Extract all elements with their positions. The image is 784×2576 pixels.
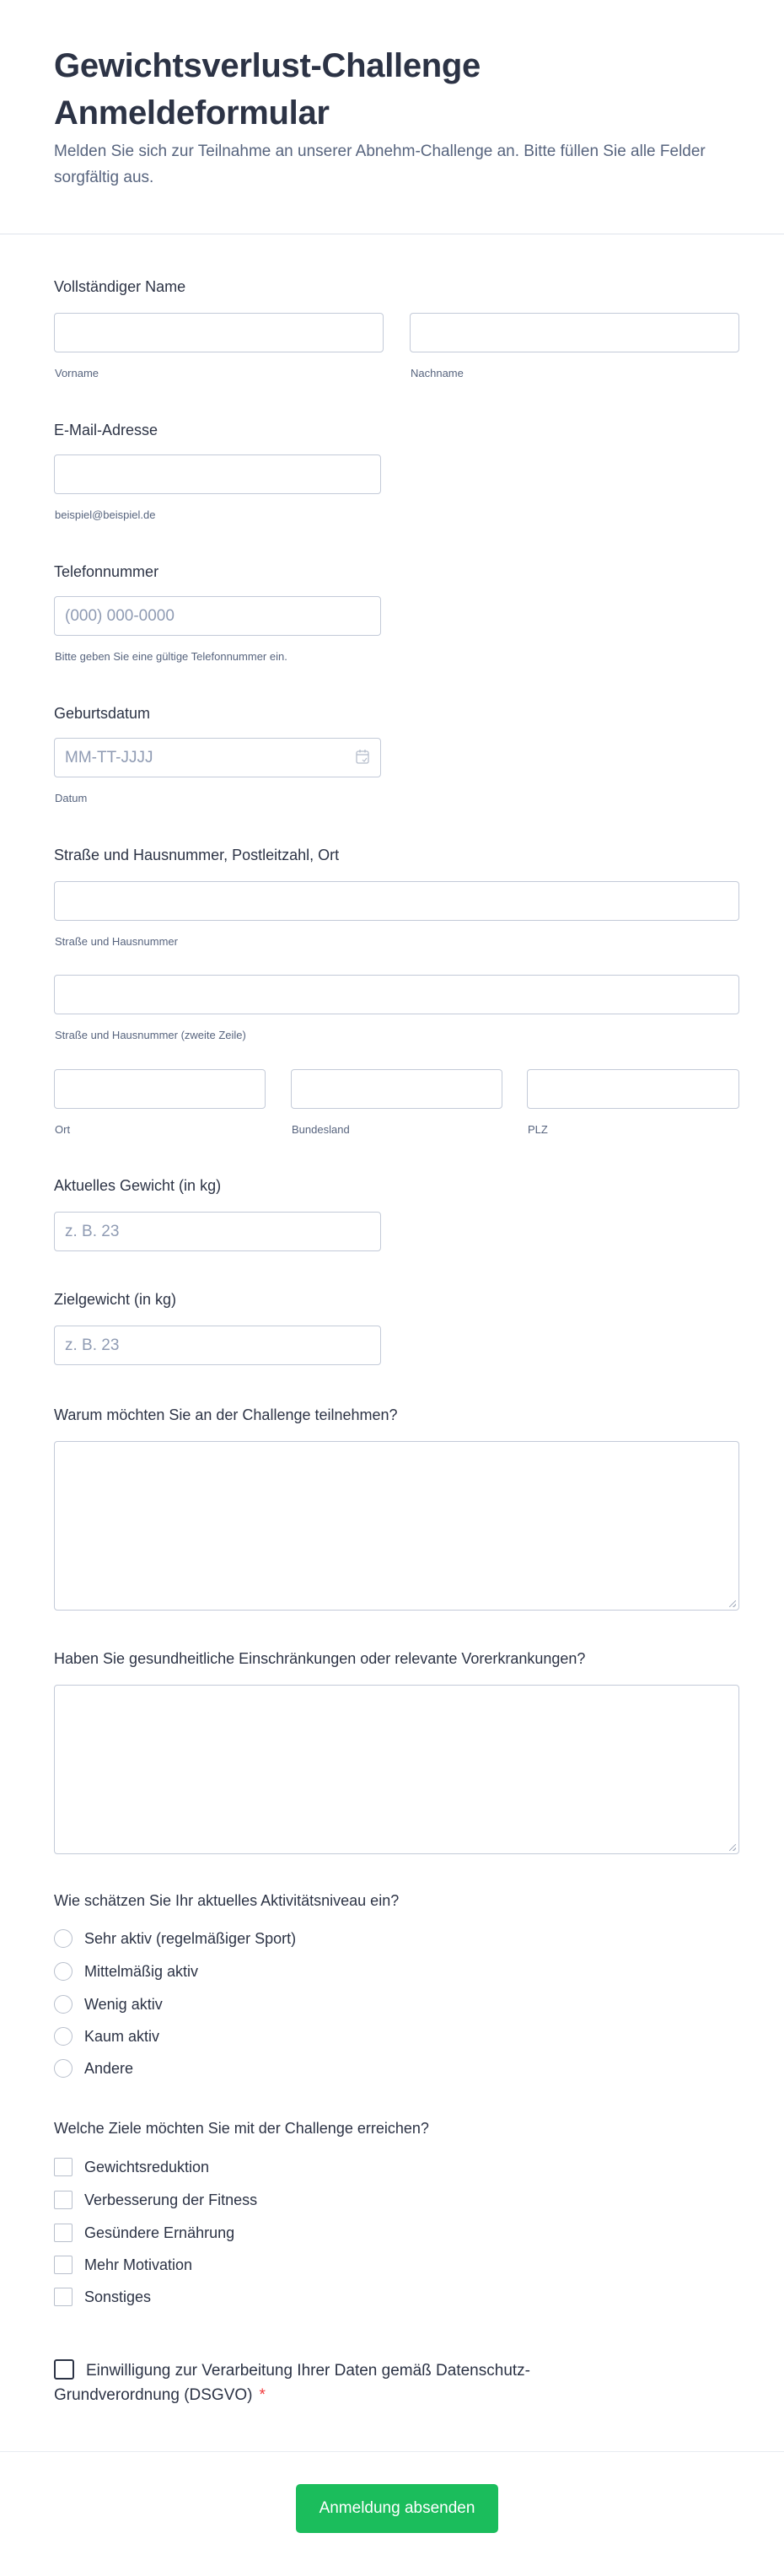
birthdate-label: Geburtsdatum [54, 705, 151, 722]
street-input[interactable] [54, 881, 739, 921]
birthdate-input[interactable] [54, 738, 381, 777]
target-weight-input[interactable] [54, 1326, 381, 1365]
state-sublabel: Bundesland [292, 1123, 350, 1136]
email-input[interactable] [54, 454, 381, 494]
radio-button[interactable] [54, 2027, 72, 2046]
option-label: Mehr Motivation [84, 2256, 193, 2273]
reason-textarea[interactable] [54, 1441, 739, 1611]
address-label: Straße und Hausnummer, Postleitzahl, Ort [54, 847, 340, 863]
phone-label: Telefonnummer [54, 563, 159, 580]
goal-option[interactable] [54, 2157, 209, 2177]
option-label: Andere [84, 2059, 134, 2077]
resize-handle-icon[interactable] [729, 1600, 736, 1607]
health-textarea[interactable] [54, 1685, 739, 1854]
health-label: Haben Sie gesundheitliche Einschränkungen oder relevante Vorerkrankungen? [54, 1650, 586, 1667]
consent-label: Einwilligung zur Verarbeitung Ihrer Daten gemäß Datenschutz-Grundverordnung (DSGVO) [54, 2362, 530, 2404]
birthdate-sublabel: Datum [55, 792, 88, 804]
target-weight-label: Zielgewicht (in kg) [54, 1291, 177, 1308]
radio-button[interactable] [54, 1995, 72, 2014]
street2-input[interactable] [54, 975, 739, 1014]
checkbox[interactable] [54, 2256, 72, 2274]
option-label: Sehr aktiv (regelmäßiger Sport) [84, 1929, 297, 1947]
reason-label: Warum möchten Sie an der Challenge teilnehmen? [54, 1406, 398, 1423]
form-title: Gewichtsverlust-Challenge Anmeldeformular [54, 47, 481, 132]
goals-label: Welche Ziele möchten Sie mit der Challenge erreichen? [54, 2120, 429, 2137]
option-label: Wenig aktiv [84, 1995, 163, 2013]
consent-checkbox[interactable] [54, 2359, 74, 2380]
zip-sublabel: PLZ [528, 1123, 548, 1136]
name-label: Vollständiger Name [54, 278, 186, 295]
street-sublabel: Straße und Hausnummer [55, 935, 178, 948]
last-name-sublabel: Nachname [411, 367, 464, 379]
goal-option[interactable] [54, 2287, 151, 2307]
city-input[interactable] [54, 1069, 266, 1109]
email-label: E-Mail-Adresse [54, 422, 158, 438]
city-sublabel: Ort [55, 1123, 71, 1136]
goal-option[interactable] [54, 2190, 257, 2210]
state-input[interactable] [291, 1069, 502, 1109]
first-name-input[interactable] [54, 313, 384, 352]
option-label: Verbesserung der Fitness [84, 2191, 258, 2208]
current-weight-label: Aktuelles Gewicht (in kg) [54, 1177, 222, 1194]
street2-sublabel: Straße und Hausnummer (zweite Zeile) [55, 1029, 246, 1041]
birthdate-field[interactable] [54, 738, 381, 777]
required-mark: * [259, 2386, 266, 2404]
radio-button[interactable] [54, 1929, 72, 1948]
activity-option[interactable] [54, 1961, 198, 1982]
email-sublabel: beispiel@beispiel.de [55, 508, 156, 521]
consent-field[interactable] [54, 2358, 644, 2407]
activity-option[interactable] [54, 2026, 159, 2046]
option-label: Mittelmäßig aktiv [84, 1962, 199, 1980]
goal-option[interactable] [54, 2255, 192, 2275]
activity-label: Wie schätzen Sie Ihr aktuelles Aktivitätsniveau ein? [54, 1892, 400, 1909]
last-name-input[interactable] [410, 313, 739, 352]
first-name-sublabel: Vorname [55, 367, 99, 379]
checkbox[interactable] [54, 2288, 72, 2306]
activity-option[interactable] [54, 1994, 163, 2014]
radio-button[interactable] [54, 2059, 72, 2078]
radio-button[interactable] [54, 1962, 72, 1981]
option-label: Kaum aktiv [84, 2027, 160, 2045]
footer-divider [0, 2451, 784, 2452]
current-weight-input[interactable] [54, 1212, 381, 1251]
calendar-icon[interactable] [356, 749, 369, 764]
option-label: Gewichtsreduktion [84, 2158, 210, 2175]
resize-handle-icon[interactable] [729, 1844, 736, 1851]
phone-sublabel: Bitte geben Sie eine gültige Telefonnummer ein. [55, 650, 287, 663]
checkbox[interactable] [54, 2158, 72, 2176]
checkbox[interactable] [54, 2224, 72, 2242]
phone-input[interactable] [54, 596, 381, 636]
option-label: Sonstiges [84, 2288, 152, 2305]
goal-option[interactable] [54, 2223, 234, 2243]
form-description: Melden Sie sich zur Teilnahme an unserer Abnehm-Challenge an. Bitte füllen Sie alle Felder sorgfältig aus. [54, 143, 706, 186]
activity-option[interactable] [54, 2058, 133, 2079]
option-label: Gesündere Ernährung [84, 2224, 235, 2241]
zip-input[interactable] [527, 1069, 739, 1109]
checkbox[interactable] [54, 2191, 72, 2209]
activity-option[interactable] [54, 1928, 296, 1949]
submit-button[interactable]: Anmeldung absenden [296, 2484, 498, 2533]
